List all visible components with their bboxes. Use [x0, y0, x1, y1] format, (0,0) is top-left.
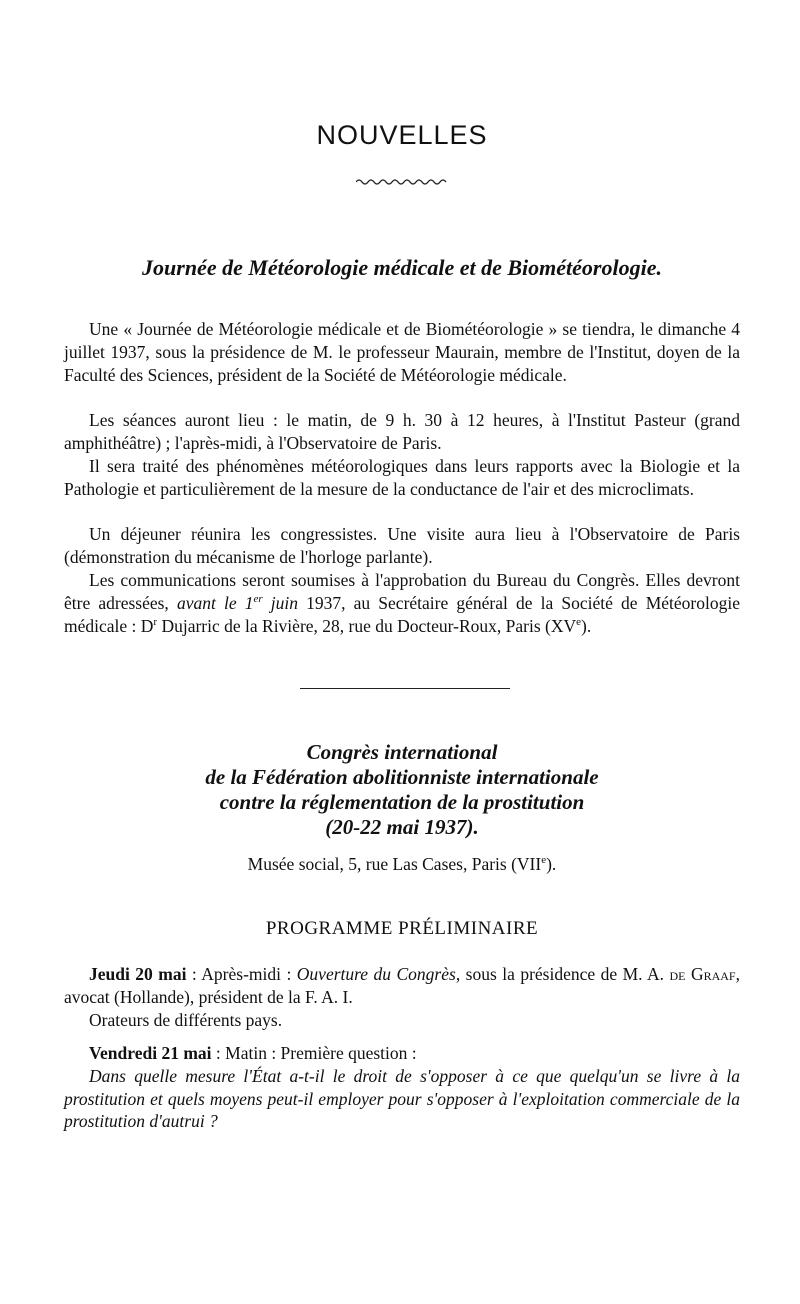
program-heading: PROGRAMME PRÉLIMINAIRE [265, 918, 539, 939]
paragraph-text: Un déjeuner réunira les congressistes. Une visite aura lieu à l'Observatoire de Paris (démonstration du mécanisme de l'horloge parlante). [64, 524, 740, 567]
section-title-congress [64, 740, 740, 840]
paragraph-text: Dujarric de la Rivière, 28, rue du Docteur-Roux, Paris (XV [157, 615, 577, 636]
superscript: r [153, 615, 158, 628]
paragraph-text: Les séances auront lieu : le matin, de 9 h. 30 à 12 heures, à l'Institut Pasteur (grand amphithéâtre) ; l'après-midi, à l'Observatoire de Paris. [64, 410, 740, 453]
congress-title-line: (20-22 mai 1937). [325, 815, 479, 839]
congress-title-line: contre la réglementation de la prostitution [219, 790, 585, 814]
paragraph-communications [64, 569, 740, 637]
day-label: Jeudi 20 mai [89, 964, 187, 984]
opening-session: Ouverture du Congrès [296, 964, 456, 984]
paragraph-topics [64, 455, 740, 501]
deadline-text: avant le 1er juin [176, 592, 299, 613]
first-question: Dans quelle mesure l'État a-t-il le droit de s'opposer à ce que quelqu'un se livre à la prostitution et quels moyens peut-il employer pour s'opposer à l'exploitation commerciale de la prostitution d'autrui ? [64, 1065, 740, 1132]
day-label: Vendredi 21 mai [89, 1043, 212, 1063]
section-divider [300, 688, 510, 689]
section-title-meteorology: Journée de Météorologie médicale et de Biométéorologie. [142, 255, 662, 280]
paragraph-announcement [64, 318, 740, 386]
program-day-thursday: Jeudi 20 mai : Après-midi : Ouverture du Congrès, sous la présidence de M. A. de Graaf, avocat (Hollande), président de la F. A. I. Orateurs de différents pays. [64, 964, 740, 1030]
decorative-squiggle [356, 177, 448, 187]
paragraph-text: Une « Journée de Météorologie médicale et de Biométéorologie » se tiendra, le dimanche 4 juillet 1937, sous la présidence de M. le professeur Maurain, membre de l'Institut, doyen de la Faculté des Sciences, président de la Société de Météorologie médicale. [64, 319, 740, 385]
president-name: de Graaf [669, 964, 736, 984]
page-title: NOUVELLES [316, 120, 488, 150]
paragraph-text: 1937, au Secrétaire général de la Société de Météorologie médicale : D [64, 592, 740, 636]
paragraph-text: Il sera traité des phénomènes météorologiques dans leurs rapports avec la Biologie et la Pathologie et particulièrement de la mesure de la conductance de l'air et des microclimats. [64, 456, 740, 499]
paragraph-sessions [64, 409, 740, 455]
paragraph-text: ). [581, 615, 592, 636]
congress-title-line: Congrès international [306, 740, 498, 764]
paragraph-lunch-visit [64, 523, 740, 569]
paragraph-text: Les communications seront soumises à l'approbation du Bureau du Congrès. Elles devront être adressées, [64, 570, 740, 613]
congress-title-line: de la Fédération abolitionniste internationale [205, 765, 599, 789]
congress-venue: Musée social, 5, rue Las Cases, Paris (VIIe). [247, 854, 557, 874]
program-day-friday: Vendredi 21 mai : Matin : Première question : Dans quelle mesure l'État a-t-il le droit de s'opposer à ce que quelqu'un se livre à la prostitution et quels moyens peut-il employer pour s'opposer à l'exploitation commerciale de la prostitution d'autrui ? [64, 1043, 740, 1132]
superscript: e [576, 615, 582, 628]
